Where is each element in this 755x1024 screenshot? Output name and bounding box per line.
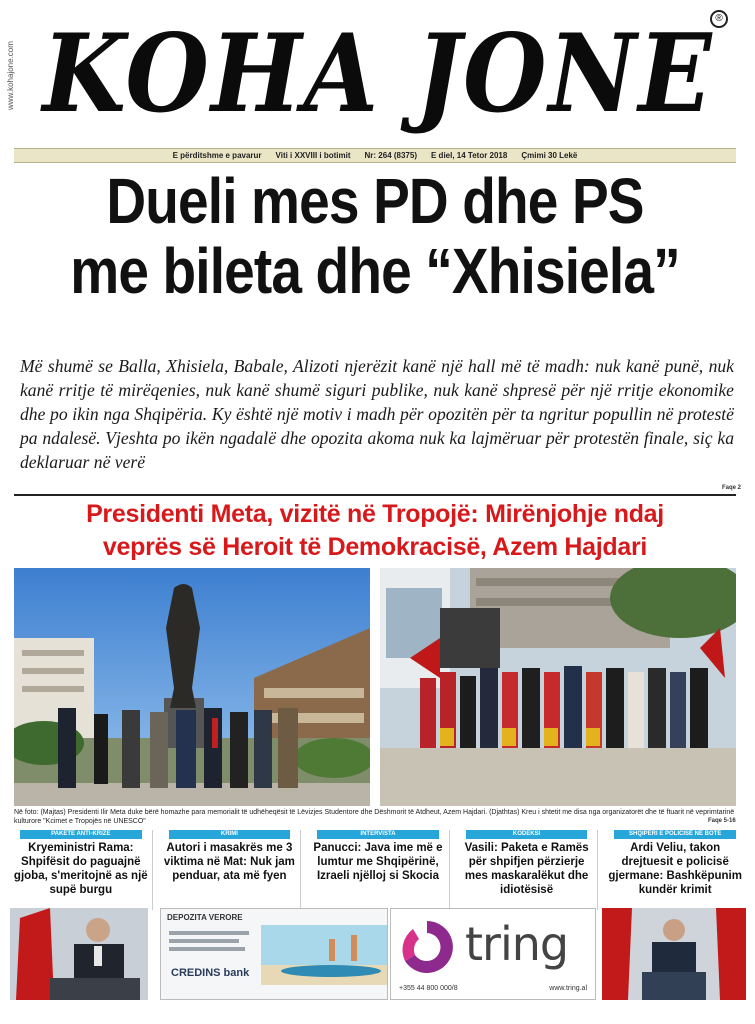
second-headline-line-2: veprës së Heroit të Demokracisë, Azem Hajdari	[102, 533, 648, 561]
divider	[14, 494, 736, 496]
second-headline[interactable]	[14, 498, 736, 564]
photo-group-image	[380, 568, 736, 806]
photo-veliu-image	[602, 908, 746, 1000]
teaser-item[interactable]	[456, 830, 599, 910]
bottom-band	[10, 908, 746, 1000]
photo-monument-image	[14, 568, 370, 806]
teaser-title: Ardi Veliu, takon drejtuesit e policisë gjermane: Bashkëpunim kundër krimit	[608, 842, 742, 896]
ad-tring-word: tring	[465, 917, 569, 971]
teaser-item[interactable]	[10, 830, 153, 910]
ad-tring-url: www.tring.al	[549, 985, 587, 992]
masthead	[22, 8, 734, 140]
dateline-issue: Nr: 264 (8375)	[364, 151, 417, 160]
photo-monument[interactable]	[14, 568, 370, 806]
main-headline-line-2: me bileta dhe “Xhisiela”	[70, 235, 680, 307]
teaser-tag: INTERVISTA	[317, 830, 439, 839]
ad-tring-phone: +355 44 800 000/8	[399, 985, 458, 992]
dateline	[14, 148, 736, 163]
ad-tring[interactable]	[390, 908, 596, 1000]
teaser-tag: KRIMI	[169, 830, 291, 839]
teaser-title: Panucci: Java ime më e lumtur me Shqipërinë, Izraeli njëlloj si Skocia	[313, 842, 443, 882]
main-headline[interactable]	[65, 166, 686, 306]
side-url: www.kohajone.com	[6, 41, 15, 110]
dateline-date: E diel, 14 Tetor 2018	[431, 151, 508, 160]
photo-group[interactable]	[380, 568, 736, 806]
teaser-title: Autori i masakrës me 3 viktima në Mat: Nuk jam penduar, ata më fyen	[163, 842, 295, 882]
teaser-row	[10, 830, 746, 910]
second-page-ref: Faqe 5-16	[708, 818, 736, 824]
main-page-ref: Faqe 2	[722, 485, 742, 491]
ad-depozita-bank: CREDINS bank	[171, 967, 250, 979]
dateline-tagline: E përditshme e pavarur	[172, 151, 262, 160]
teaser-tag: PAKETE ANTI-KRIZE	[20, 830, 142, 839]
teaser-item[interactable]	[307, 830, 450, 910]
photo-veliu[interactable]	[602, 908, 746, 1000]
photo-caption: Në foto: (Majtas) Presidenti Ilir Meta duke bërë homazhe para memorialit të udhëheqësit të Lëvizjes Studentore dhe Dëshmorit të Atdheut, Azem Hajdari. (Djathtas) Kreu i shtetit me disa nga organizatorët dhe të ftuarit në veprimtarinë kulturore "Kcimet e Tropojës në UNESCO"	[14, 809, 735, 825]
main-headline-line-1: Dueli mes PD dhe PS	[106, 165, 644, 237]
teaser-tag: SHQIPËRI E POLICISË NË BOTË	[614, 830, 736, 839]
masthead-title: KOHA JONE	[42, 10, 714, 137]
photo-rama[interactable]	[10, 908, 148, 1000]
teaser-item[interactable]	[604, 830, 746, 910]
dateline-price: Çmimi 30 Lekë	[521, 151, 578, 160]
registered-mark-icon: ®	[710, 10, 728, 28]
ad-depozita-title: DEPOZITA VERORE	[167, 913, 243, 922]
dateline-year: Viti i XXVIII i botimit	[275, 151, 351, 160]
teaser-title: Vasili: Paketa e Ramës për shpifjen përzierje mes maskaralëkut dhe idiotësisë	[464, 842, 589, 896]
second-headline-line-1: Presidenti Meta, vizitë në Tropojë: Mirënjohje ndaj	[86, 500, 664, 528]
teaser-item[interactable]	[159, 830, 302, 910]
main-lead: Më shumë se Balla, Xhisiela, Babale, Alizoti njerëzit kanë një hall më të madh: nuk kanë punë, nuk kanë rritje të mirëqenies, nuk kanë shumë siguri publike, nuk kanë shpresë për një rritje ekonomike dhe po ikin nga Shqipëria. Ky është një motiv i madh për opozitën për ta ngritur popullin në protestë pa ndalesë. Vjeshta po ikën ngadalë dhe opozita akoma nuk ka lajmëruar për protestën finale, siç ka deklaruar në verë	[20, 356, 734, 472]
photo-rama-image	[10, 908, 148, 1000]
ad-depozita[interactable]	[160, 908, 388, 1000]
teaser-title: Kryeministri Rama: Shpifësit do paguajnë gjoba, s'meritojnë as një supë burgu	[13, 842, 148, 896]
teaser-tag: KODEKSI	[466, 830, 588, 839]
tring-logo-icon	[397, 917, 457, 977]
